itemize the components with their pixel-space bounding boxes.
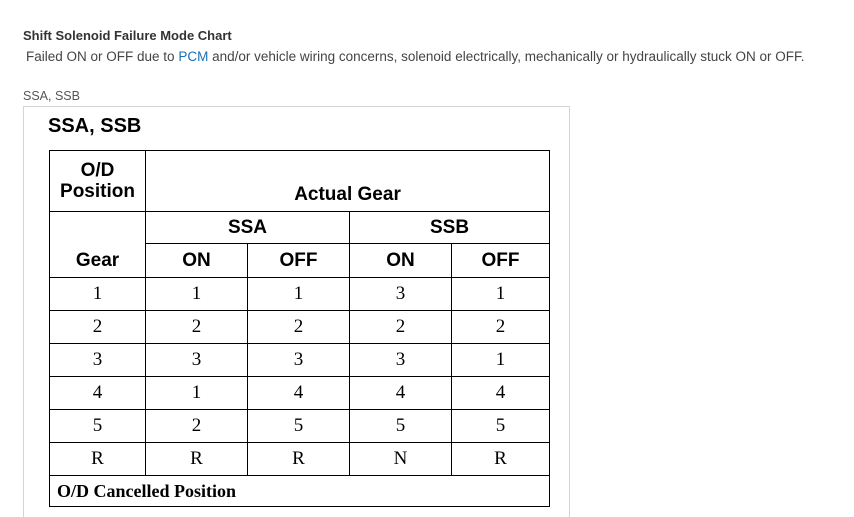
od-cancelled-label: O/D Cancelled Position	[50, 476, 550, 507]
gear-cell: 2	[50, 311, 146, 344]
ssb-on-cell: 3	[350, 278, 452, 311]
description-suffix: and/or vehicle wiring concerns, solenoid electrically, mechanically or hydraulically stuck ON or OFF.	[208, 49, 805, 64]
gear-cell: R	[50, 443, 146, 476]
ssa-on-header: ON	[146, 244, 248, 278]
od-position-header	[50, 151, 146, 212]
ssa-off-cell: 4	[248, 377, 350, 410]
section-description	[26, 49, 805, 64]
ssb-on-cell: 4	[350, 377, 452, 410]
ssa-off-cell: R	[248, 443, 350, 476]
ssa-on-cell: 2	[146, 311, 248, 344]
actual-gear-header: Actual Gear	[146, 151, 550, 212]
gear-cell: 3	[50, 344, 146, 377]
ssb-on-header: ON	[350, 244, 452, 278]
table-row	[50, 311, 550, 344]
figure-title: SSA, SSB	[48, 115, 142, 137]
ssa-off-cell: 1	[248, 278, 350, 311]
footer-row	[50, 476, 550, 507]
od-position-line2: Position	[60, 181, 135, 202]
ssb-off-cell: 5	[452, 410, 550, 443]
table-row	[50, 443, 550, 476]
ssb-on-cell: 2	[350, 311, 452, 344]
description-prefix: Failed ON or OFF due to	[26, 49, 179, 64]
pcm-link[interactable]: PCM	[178, 49, 209, 64]
ssa-on-cell: 3	[146, 344, 248, 377]
ssb-off-cell: 1	[452, 278, 550, 311]
table-row	[50, 344, 550, 377]
header-row-top	[50, 151, 550, 212]
ssa-off-header: OFF	[248, 244, 350, 278]
ssa-header: SSA	[146, 212, 350, 244]
gear-header: Gear	[50, 212, 146, 278]
header-row-solenoids	[50, 212, 550, 244]
chart-figure	[23, 106, 570, 517]
ssa-off-cell: 5	[248, 410, 350, 443]
ssa-on-cell: 1	[146, 278, 248, 311]
table-row	[50, 410, 550, 443]
ssb-off-cell: R	[452, 443, 550, 476]
section-title: Shift Solenoid Failure Mode Chart	[23, 28, 232, 43]
ssa-on-cell: R	[146, 443, 248, 476]
gear-cell: 4	[50, 377, 146, 410]
ssb-on-cell: 3	[350, 344, 452, 377]
ssa-off-cell: 3	[248, 344, 350, 377]
ssa-on-cell: 2	[146, 410, 248, 443]
ssb-off-cell: 1	[452, 344, 550, 377]
table-row	[50, 278, 550, 311]
gear-cell: 5	[50, 410, 146, 443]
ssb-on-cell: N	[350, 443, 452, 476]
od-position-line1: O/D	[80, 160, 115, 181]
ssa-on-cell: 1	[146, 377, 248, 410]
ssb-off-cell: 4	[452, 377, 550, 410]
table-row	[50, 377, 550, 410]
ssa-off-cell: 2	[248, 311, 350, 344]
ssb-off-cell: 2	[452, 311, 550, 344]
ssb-on-cell: 5	[350, 410, 452, 443]
figure-caption: SSA, SSB	[23, 89, 80, 103]
ssb-off-header: OFF	[452, 244, 550, 278]
ssb-header: SSB	[350, 212, 550, 244]
gear-cell: 1	[50, 278, 146, 311]
failure-mode-table	[49, 150, 550, 507]
